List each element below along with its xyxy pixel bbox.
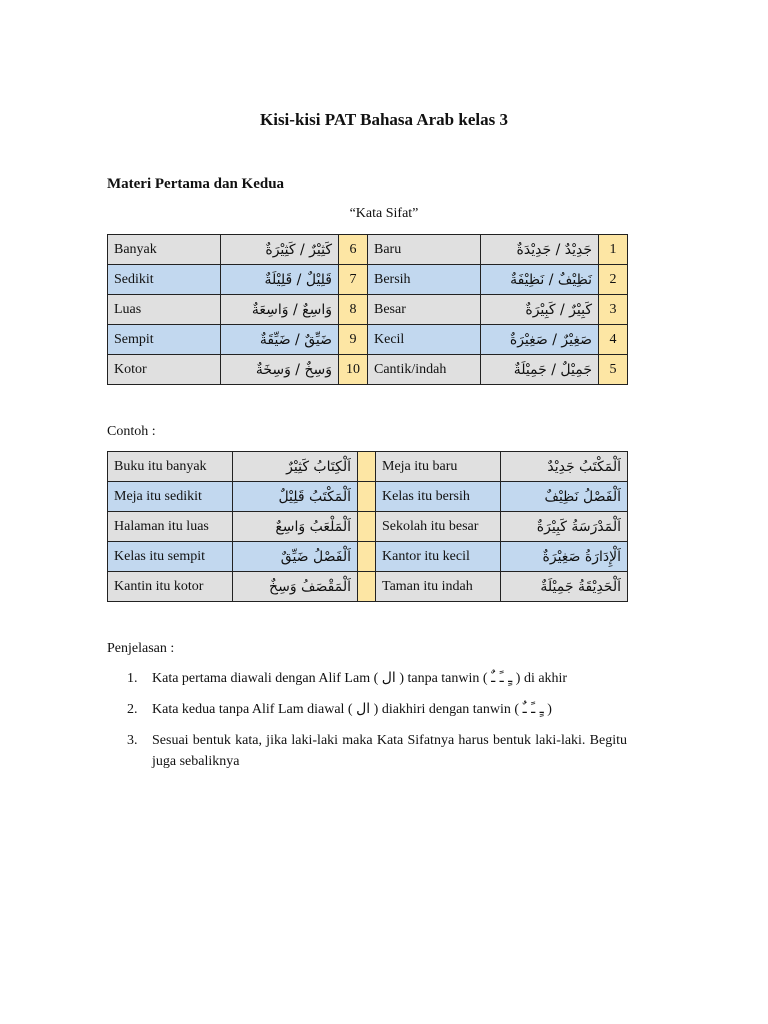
penjelasan-list [107,668,627,782]
sentence-cell: Kelas itu sempit [108,542,233,572]
spacer-cell [358,542,376,572]
table-row [108,512,628,542]
table-row [108,265,628,295]
number-cell: 4 [599,325,628,355]
penjelasan-item [107,730,627,772]
arabic-sentence-cell: اَلْإِدَارَةُ صَغِيْرَةٌ [501,542,628,572]
item-number: 3. [127,733,138,748]
item-text: ) tanpa tanwin ( [399,671,488,686]
item-number: 2. [127,702,138,717]
meaning-cell: Banyak [108,235,221,265]
number-cell: 3 [599,295,628,325]
meaning-cell: Besar [368,295,481,325]
table-row [108,572,628,602]
penjelasan-label: Penjelasan : [107,641,175,656]
sentence-cell: Buku itu banyak [108,452,233,482]
number-cell: 5 [599,355,628,385]
arabic-sentence-cell: اَلْمَدْرَسَةُ كَبِيْرَةٌ [501,512,628,542]
meaning-cell: Sedikit [108,265,221,295]
arabic-word-cell: قَلِيْلٌ / قَلِيْلَةٌ [221,265,339,295]
sentence-cell: Kelas itu bersih [376,482,501,512]
sentence-cell: Kantor itu kecil [376,542,501,572]
arabic-word-cell: وَاسِعٌ / وَاسِعَةٌ [221,295,339,325]
arabic-sentence-cell: اَلْفَصْلُ ضَيِّقٌ [233,542,358,572]
number-cell: 10 [339,355,368,385]
section-heading: Materi Pertama dan Kedua [107,176,285,192]
table-row [108,482,628,512]
kata-sifat-table [107,234,628,385]
meaning-cell: Baru [368,235,481,265]
sentence-cell: Meja itu baru [376,452,501,482]
table-row [108,295,628,325]
sentence-cell: Taman itu indah [376,572,501,602]
meaning-cell: Kotor [108,355,221,385]
arabic-word-cell: كَبِيْرٌ / كَبِيْرَةٌ [481,295,599,325]
arabic-sentence-cell: اَلْفَصْلُ نَظِيْفٌ [501,482,628,512]
item-text: ) [547,702,552,717]
alif-lam-arabic: ال [381,670,396,686]
sentence-cell: Kantin itu kotor [108,572,233,602]
arabic-word-cell: جَدِيْدٌ / جَدِيْدَةٌ [481,235,599,265]
spacer-cell [358,572,376,602]
number-cell: 9 [339,325,368,355]
sentence-cell: Halaman itu luas [108,512,233,542]
contoh-table [107,451,628,602]
contoh-label: Contoh : [107,424,156,439]
meaning-cell: Luas [108,295,221,325]
arabic-sentence-cell: اَلْمَكْتَبُ جَدِيْدٌ [501,452,628,482]
alif-lam-arabic: ال [356,701,371,717]
item-text: Sesuai bentuk kata, jika laki-laki maka Kata Sifatnya harus bentuk laki-laki. Begitu juga sebaliknya [152,733,627,769]
arabic-word-cell: صَغِيْرٌ / صَغِيْرَةٌ [481,325,599,355]
meaning-cell: Bersih [368,265,481,295]
tanwin-marks: ـٍ ـً ـٌ [491,670,513,686]
arabic-sentence-cell: اَلْمَلْعَبُ وَاسِعٌ [233,512,358,542]
meaning-cell: Cantik/indah [368,355,481,385]
table-subtitle: “Kata Sifat” [349,206,419,221]
sentence-cell: Sekolah itu besar [376,512,501,542]
item-text: Kata kedua tanpa Alif Lam diawal ( [152,702,353,717]
meaning-cell: Sempit [108,325,221,355]
tanwin-marks: ـٍ ـً ـٌ [522,701,544,717]
table-row [108,235,628,265]
number-cell: 7 [339,265,368,295]
table-row [108,542,628,572]
number-cell: 2 [599,265,628,295]
arabic-sentence-cell: اَلْمَكْتَبُ قَلِيْلٌ [233,482,358,512]
item-text: ) diakhiri dengan tanwin ( [373,702,520,717]
arabic-word-cell: ضَيِّقٌ / ضَيِّقَةٌ [221,325,339,355]
table-row [108,355,628,385]
number-cell: 1 [599,235,628,265]
arabic-sentence-cell: اَلْحَدِيْقَةُ جَمِيْلَةٌ [501,572,628,602]
spacer-cell [358,512,376,542]
table-row [108,452,628,482]
meaning-cell: Kecil [368,325,481,355]
spacer-cell [358,452,376,482]
arabic-word-cell: كَثِيْرٌ / كَثِيْرَةٌ [221,235,339,265]
arabic-word-cell: وَسِخٌ / وَسِخَةٌ [221,355,339,385]
penjelasan-item [107,668,627,689]
document-title: Kisi-kisi PAT Bahasa Arab kelas 3 [260,110,508,129]
spacer-cell [358,482,376,512]
number-cell: 6 [339,235,368,265]
arabic-sentence-cell: اَلْكِتَابُ كَثِيْرٌ [233,452,358,482]
item-number: 1. [127,671,138,686]
arabic-sentence-cell: اَلْمَقْصَفُ وَسِخٌ [233,572,358,602]
sentence-cell: Meja itu sedikit [108,482,233,512]
arabic-word-cell: نَظِيْفٌ / نَظِيْفَةٌ [481,265,599,295]
item-text: Kata pertama diawali dengan Alif Lam ( [152,671,379,686]
table-row [108,325,628,355]
item-text: ) di akhir [515,671,568,686]
penjelasan-item [107,699,627,720]
number-cell: 8 [339,295,368,325]
arabic-word-cell: جَمِيْلٌ / جَمِيْلَةٌ [481,355,599,385]
